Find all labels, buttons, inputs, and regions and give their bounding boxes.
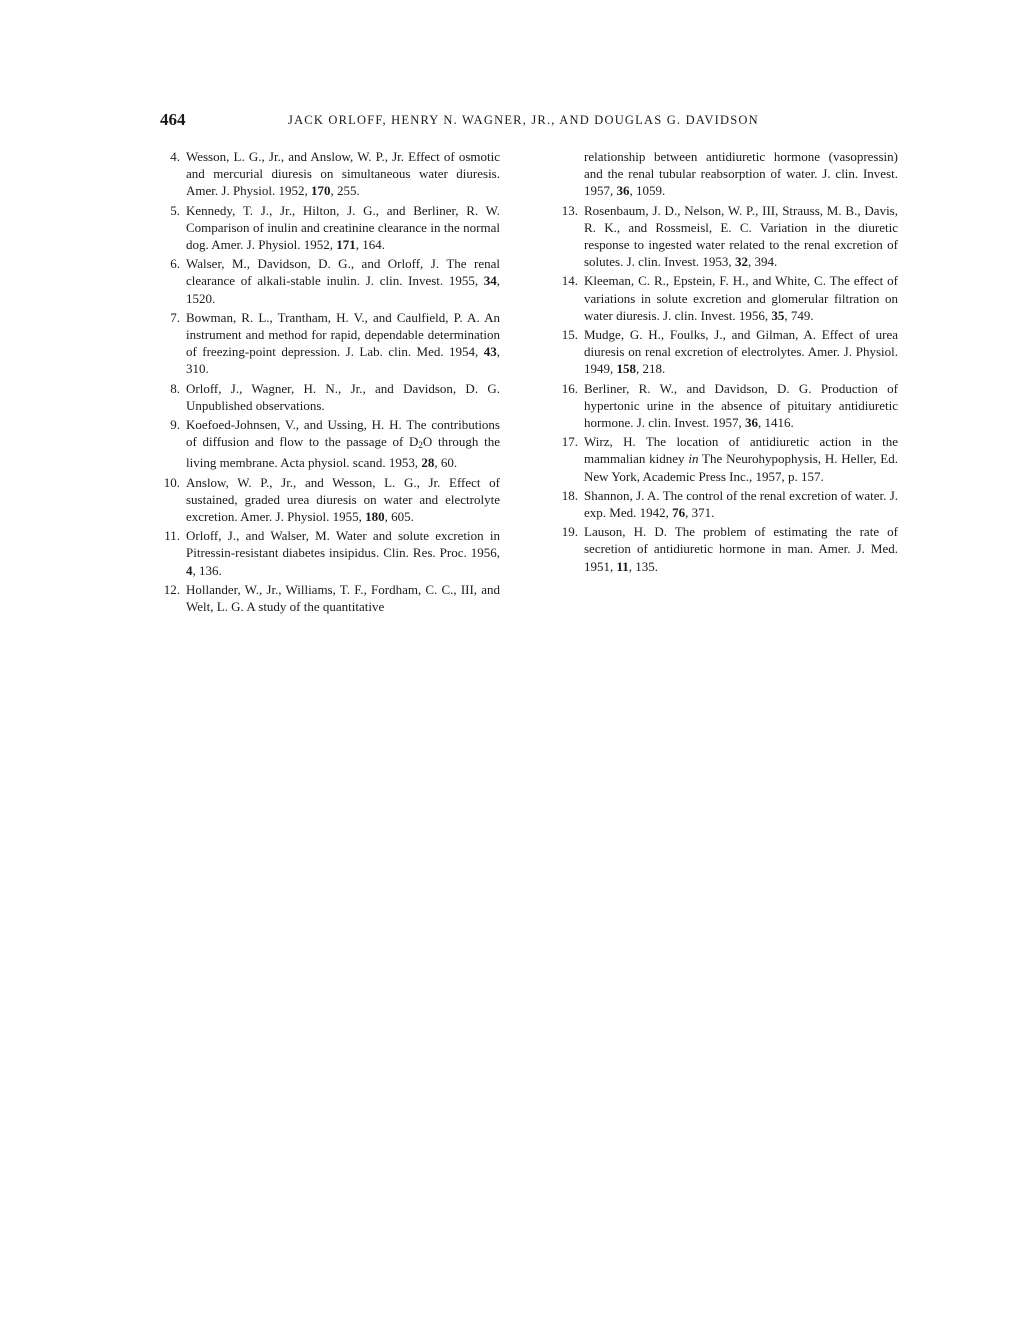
reference-16 (562, 380, 898, 432)
reference-number: 11. (164, 528, 180, 544)
reference-volume: 180 (365, 509, 385, 525)
reference-text: Kennedy, T. J., Jr., Hilton, J. G., and Berliner, R. W. Comparison of inulin and creatinine clearance in the normal dog. Amer. J. Physiol. 1952, (186, 202, 500, 253)
reference-14 (562, 272, 898, 324)
reference-text: Orloff, J., and Walser, M. Water and solute excretion in Pitressin-resistant diabetes insipidus. Clin. Res. Proc. 1956, (186, 528, 500, 561)
reference-pages: , 135. (628, 558, 659, 574)
reference-text: Mudge, G. H., Foulks, J., and Gilman, A. Effect of urea diuresis on renal excretion of electrolytes. Amer. J. Physiol. 1949, (584, 327, 898, 377)
reference-text: Shannon, J. A. The control of the renal excretion of water. J. exp. Med. 1942, (584, 487, 898, 521)
reference-9 (164, 416, 500, 472)
reference-text: Anslow, W. P., Jr., and Wesson, L. G., Jr. Effect of sustained, graded urea diuresis on water and electrolyte excretion. Amer. J. Physiol. 1955, (186, 474, 500, 525)
reference-pages: , 218. (636, 361, 666, 377)
reference-number: 10. (163, 474, 180, 490)
subscript: 2 (418, 440, 423, 451)
reference-volume: 4 (186, 562, 193, 578)
reference-pages: , 136. (192, 562, 222, 578)
page-number: 464 (160, 110, 186, 129)
reference-volume: 171 (336, 237, 356, 253)
reference-number: 15. (561, 327, 578, 343)
reference-volume: 76 (672, 505, 686, 521)
reference-pages: , 749. (784, 307, 814, 323)
reference-13 (562, 202, 898, 271)
reference-text: Wesson, L. G., Jr., and Anslow, W. P., Jr. Effect of osmotic and mercurial diuresis on simultaneous water diuresis. Amer. J. Physiol. 1952, (186, 149, 500, 199)
reference-number: 8. (170, 380, 180, 396)
reference-number: 7. (170, 309, 180, 325)
reference-text: Orloff, J., Wagner, H. N., Jr., and Davidson, D. G. Unpublished observations. (186, 380, 500, 413)
reference-pages: , 310. (186, 344, 500, 377)
reference-text: Lauson, H. D. The problem of estimating the rate of secretion of antidiuretic hormone in man. Amer. J. Med. 1951, (584, 524, 898, 574)
reference-text: Kleeman, C. R., Epstein, F. H., and White, C. The effect of variations in solute excretion and glomerular filtration on water diuresis. J. clin. Invest. 1956, (584, 273, 898, 323)
reference-text: Bowman, R. L., Trantham, H. V., and Caulfield, P. A. An instrument and method for rapid, dependable determination of freezing-point depression. J. Lab. clin. Med. 1954, (186, 309, 500, 360)
reference-5 (164, 202, 500, 254)
reference-volume: 35 (771, 307, 785, 323)
reference-text: Rosenbaum, J. D., Nelson, W. P., III, Strauss, M. B., Davis, R. K., and Rossmeisl, E. C. Variation in the diuretic response to ingested water related to the renal excretion of solutes. J. clin. Invest. 1953, (584, 202, 898, 270)
reference-number: 17. (561, 434, 578, 450)
reference-pages: , 1059. (629, 183, 666, 199)
reference-text: relationship between antidiuretic hormone (vasopressin) and the renal tubular reabsorption of water. J. clin. Invest. 1957, (584, 149, 898, 199)
reference-pages: , 60. (434, 455, 458, 471)
reference-volume: 34 (483, 273, 497, 289)
reference-number: 16. (561, 380, 578, 396)
reference-text: Wirz, H. The location of antidiuretic action in the mammalian kidney (584, 434, 898, 467)
reference-text: Koefoed-Johnsen, V., and Ussing, H. H. The contributions of diffusion and flow to the passage of D (186, 417, 500, 450)
page-header (160, 110, 900, 134)
reference-number: 6. (170, 256, 180, 272)
reference-pages: , 605. (384, 509, 414, 525)
reference-19 (562, 523, 898, 575)
reference-volume: 32 (734, 254, 748, 270)
reference-12 (164, 581, 500, 615)
reference-number: 14. (561, 273, 578, 289)
reference-text: Walser, M., Davidson, D. G., and Orloff, J. The renal clearance of alkali-stable inulin. J. clin. Invest. 1955, (186, 256, 500, 289)
running-head: JACK ORLOFF, HENRY N. WAGNER, JR., AND DOUGLAS G. DAVIDSON (288, 113, 759, 127)
reference-volume: 43 (483, 344, 497, 360)
reference-number: 4. (170, 149, 180, 164)
reference-6 (164, 255, 500, 307)
reference-number: 13. (561, 202, 578, 218)
reference-text-continued: The Neurohypophysis, H. Heller, Ed. New York, Academic Press Inc., 1957, p. 157. (584, 451, 898, 484)
reference-volume: 28 (421, 455, 435, 471)
reference-pages: , 255. (330, 183, 360, 199)
reference-number: 12. (163, 581, 180, 597)
reference-7 (164, 309, 500, 378)
reference-17 (562, 433, 898, 485)
reference-text: Berliner, R. W., and Davidson, D. G. Production of hypertonic urine in the absence of pituitary antidiuretic hormone. J. clin. Invest. 1957, (584, 380, 898, 431)
reference-15 (562, 326, 898, 378)
reference-pages: , 1416. (758, 415, 794, 431)
reference-volume: 36 (745, 415, 759, 431)
italic-word: in (688, 451, 699, 467)
references-right-column (562, 148, 898, 577)
reference-pages: , 164. (355, 237, 385, 253)
reference-volume: 170 (310, 183, 331, 199)
reference-pages: , 1520. (186, 273, 500, 306)
reference-pages: , 371. (685, 505, 715, 521)
reference-number: 19. (561, 524, 578, 540)
reference-number: 5. (170, 202, 180, 218)
references-left-column (164, 148, 500, 617)
reference-10 (164, 474, 500, 526)
reference-11 (164, 527, 500, 579)
reference-volume: 11 (616, 558, 629, 574)
reference-volume: 36 (616, 183, 630, 199)
reference-number: 18. (561, 487, 578, 503)
reference-pages: , 394. (747, 254, 778, 270)
reference-4 (164, 148, 500, 200)
reference-number: 9. (170, 417, 180, 433)
reference-12-continued (562, 148, 898, 200)
reference-text-continued: O through the living membrane. Acta physiol. scand. 1953, (186, 434, 500, 471)
reference-volume: 158 (616, 361, 636, 377)
reference-8 (164, 380, 500, 414)
reference-18 (562, 487, 898, 521)
reference-text: Hollander, W., Jr., Williams, T. F., Fordham, C. C., III, and Welt, L. G. A study of the quantitative (186, 581, 500, 615)
